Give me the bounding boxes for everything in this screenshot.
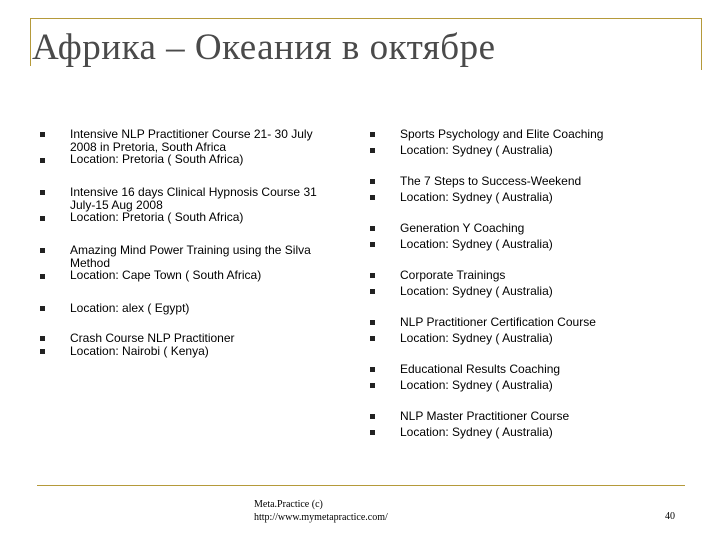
right-column xyxy=(370,128,670,457)
list-item-location: Location: Pretoria ( South Africa) xyxy=(40,211,340,224)
title-frame-left xyxy=(30,18,31,66)
list-item-location: Location: Nairobi ( Kenya) xyxy=(40,345,340,358)
list-item-location: Location: Sydney ( Australia) xyxy=(370,191,670,204)
bullet-icon xyxy=(40,132,45,137)
list-item-title: NLP Master Practitioner Course xyxy=(370,410,670,423)
list-item-title: Crash Course NLP Practitioner xyxy=(40,332,340,345)
list-item-title: Educational Results Coaching xyxy=(370,363,670,376)
list-item-title: Intensive 16 days Clinical Hypnosis Course 31 July-15 Aug 2008 xyxy=(40,186,340,211)
list-item xyxy=(370,363,670,410)
list-item xyxy=(40,128,340,174)
bullet-icon xyxy=(40,306,45,311)
footer-url: http://www.mymetapractice.com/ xyxy=(254,512,388,523)
bullet-icon xyxy=(370,383,375,388)
list-item-location: Location: Sydney ( Australia) xyxy=(370,144,670,157)
list-item-title: Sports Psychology and Elite Coaching xyxy=(370,128,670,141)
list-item-location: Location: Sydney ( Australia) xyxy=(370,238,670,251)
bullet-icon xyxy=(370,367,375,372)
list-item-title: Intensive NLP Practitioner Course 21- 30 July 2008 in Pretoria, South Africa xyxy=(40,128,340,153)
list-item-title: Location: alex ( Egypt) xyxy=(40,302,340,315)
list-item xyxy=(370,128,670,175)
title-frame-top xyxy=(30,18,702,19)
list-item-location: Location: Sydney ( Australia) xyxy=(370,379,670,392)
bullet-icon xyxy=(370,273,375,278)
footer-copyright: Meta.Practice (c) xyxy=(254,499,323,510)
list-item-title: Corporate Trainings xyxy=(370,269,670,282)
list-item xyxy=(40,332,340,357)
list-item xyxy=(40,186,340,244)
bullet-icon xyxy=(370,320,375,325)
list-item-title: NLP Practitioner Certification Course xyxy=(370,316,670,329)
bullet-icon xyxy=(370,148,375,153)
list-item xyxy=(370,316,670,363)
bullet-icon xyxy=(40,349,45,354)
bullet-icon xyxy=(370,179,375,184)
bullet-icon xyxy=(40,248,45,253)
list-item xyxy=(370,175,670,222)
bullet-icon xyxy=(370,289,375,294)
bullet-icon xyxy=(370,414,375,419)
footer-credit xyxy=(254,498,388,524)
bullet-icon xyxy=(370,226,375,231)
bullet-icon xyxy=(40,216,45,221)
bullet-icon xyxy=(40,274,45,279)
title-frame-right xyxy=(701,18,702,70)
list-item-location: Location: Sydney ( Australia) xyxy=(370,285,670,298)
list-item-location: Location: Sydney ( Australia) xyxy=(370,426,670,439)
list-item-title: Generation Y Coaching xyxy=(370,222,670,235)
bullet-icon xyxy=(40,190,45,195)
bullet-icon xyxy=(370,132,375,137)
page-number: 40 xyxy=(665,511,675,522)
footer-rule xyxy=(37,485,685,486)
bullet-icon xyxy=(370,242,375,247)
list-item-location: Location: Cape Town ( South Africa) xyxy=(40,269,340,282)
bullet-icon xyxy=(40,336,45,341)
list-item xyxy=(370,269,670,316)
list-item xyxy=(370,410,670,457)
list-item-location: Location: Sydney ( Australia) xyxy=(370,332,670,345)
bullet-icon xyxy=(370,336,375,341)
bullet-icon xyxy=(370,430,375,435)
list-item xyxy=(40,244,340,302)
list-item xyxy=(370,222,670,269)
bullet-icon xyxy=(40,158,45,163)
slide-title: Африка – Океания в октябре xyxy=(32,27,496,68)
list-item-title: Amazing Mind Power Training using the Silva Method xyxy=(40,244,340,269)
list-item-title: The 7 Steps to Success-Weekend xyxy=(370,175,670,188)
list-item xyxy=(40,302,340,332)
bullet-icon xyxy=(370,195,375,200)
list-item-location: Location: Pretoria ( South Africa) xyxy=(40,153,340,166)
left-column xyxy=(40,128,340,357)
